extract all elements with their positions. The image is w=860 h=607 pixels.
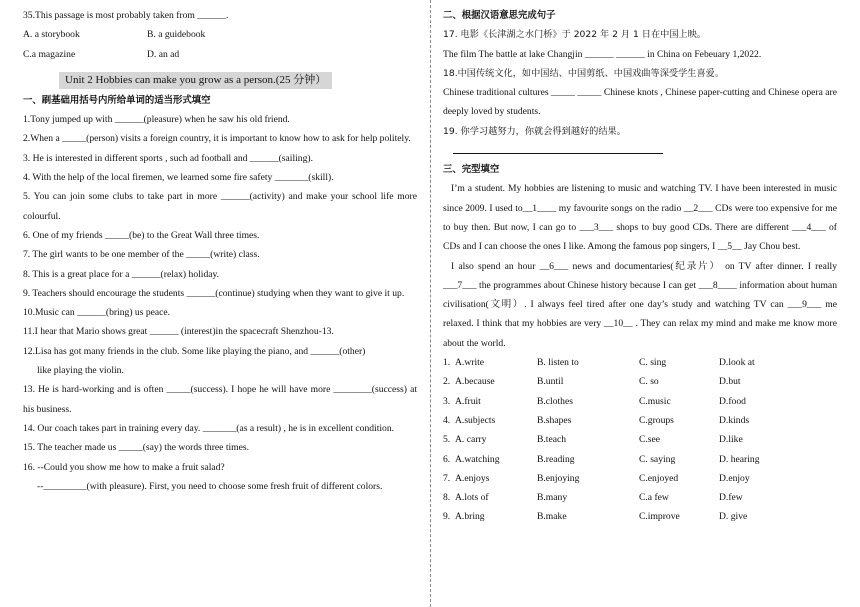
choice-row: [443, 507, 837, 526]
choice-option-d: D.like: [719, 434, 743, 446]
choice-option-a: A.watching: [455, 453, 500, 465]
question-35-options-cd: [23, 45, 417, 64]
question-18-chinese: 18.中国传统文化，如中国结、中国剪纸、中国戏曲等深受学生喜爱。: [443, 67, 725, 79]
question-17-chinese: 17. 电影《长津湖之水门桥》于 2022 年 2 月 1 日在中国上映。: [443, 29, 707, 41]
option-d: D. an ad: [147, 48, 180, 60]
choice-option-c: C.see: [639, 434, 661, 446]
item-6: 6. One of my friends _____(be) to the Great Wall three times.: [23, 229, 260, 241]
section-3-title: 三、完型填空: [443, 164, 500, 176]
option-a: A. a storybook: [23, 29, 80, 41]
choice-number: 7.: [443, 472, 451, 484]
choice-option-d: D.few: [719, 492, 743, 504]
item-16-answer: --_________(with pleasure). First, you need to choose some fresh fruit of different colors.: [37, 480, 383, 492]
choice-option-b: B.clothes: [537, 395, 573, 407]
left-column: [23, 6, 417, 496]
choice-number: 9.: [443, 511, 451, 523]
choice-option-b: B.teach: [537, 434, 567, 446]
choice-number: 2.: [443, 376, 451, 388]
passage-paragraph-2: I also spend an hour __6___ news and documentaries(纪录片） on TV after dinner. I really ___7___ the programmes about Chinese history because I can get ___8____ information about human civilisation(文明）. I always feel tired after one day’s study and watching TV can ___9___ me relaxed. I think that my hobbies are very __10__ . They can relax my mind and make me know more about the world.: [443, 260, 837, 349]
section-1-title: 一、刷基础用括号内所给单词的适当形式填空: [23, 94, 211, 106]
choice-row: [443, 411, 837, 430]
choice-option-b: B.many: [537, 492, 568, 504]
option-c: C.a magazine: [23, 48, 76, 60]
choice-row: [443, 430, 837, 449]
choice-number: 4.: [443, 414, 451, 426]
choice-option-a: A.bring: [455, 511, 485, 523]
choice-option-a: A.because: [455, 376, 495, 388]
choice-option-c: C.enjoyed: [639, 472, 679, 484]
choice-option-b: B.enjoying: [537, 472, 580, 484]
choice-row: [443, 392, 837, 411]
section-2-title: 二、根据汉语意思完成句子: [443, 10, 556, 21]
question-35-options-ab: [23, 25, 417, 44]
choice-option-b: B.until: [537, 376, 564, 388]
item-12: 12.Lisa has got many friends in the club. Some like playing the piano, and ______(other): [23, 345, 366, 357]
item-4: 4. With the help of the local firemen, we learned some fire safety _______(skill).: [23, 172, 334, 184]
choice-row: [443, 353, 837, 372]
choice-option-a: A.lots of: [455, 492, 489, 504]
question-17-english: The film The battle at lake Changjin ______ ______ in China on Febeuary 1,2022.: [443, 48, 762, 60]
choice-option-d: D.enjoy: [719, 472, 750, 484]
choice-option-d: D. hearing: [719, 453, 760, 465]
item-11: 11.I hear that Mario shows great ______ (interest)in the spacecraft Shenzhou-13.: [23, 326, 334, 338]
choice-option-d: D.food: [719, 395, 746, 407]
question-19-answer-line: [453, 147, 663, 154]
item-13: 13. He is hard-working and is often _____(success). I hope he will have more ________(success) at his business.: [23, 384, 417, 415]
choice-option-a: A.subjects: [455, 414, 496, 426]
choice-option-d: D.but: [719, 376, 741, 388]
item-16: 16. --Could you show me how to make a fruit salad?: [23, 461, 225, 473]
choice-row: [443, 488, 837, 507]
choice-option-d: D. give: [719, 511, 748, 523]
question-19-chinese: 19. 你学习越努力，你就会得到越好的结果。: [443, 125, 626, 137]
choice-option-c: C. so: [639, 376, 659, 388]
option-b: B. a guidebook: [147, 29, 206, 41]
choice-option-b: B.shapes: [537, 414, 572, 426]
passage-paragraph-1: I’m a student. My hobbies are listening to music and watching TV. I have been interested in music since 2009. I used to__1____ my favourite songs on the radio __2___ CDs were too expensive for me to buy then. But now, I can go to ___3___ shops to buy good CDs. There are different ___4___ of CDs and I can choose the ones I like. Among the famous pop singers, I __5__ Jay Chou best.: [443, 183, 837, 253]
choice-option-a: A.write: [455, 357, 485, 369]
item-2: 2.When a _____(person) visits a foreign country, it is important to know how to ask for help politely.: [23, 133, 411, 145]
item-15: 15. The teacher made us _____(say) the words three times.: [23, 442, 250, 454]
choice-option-c: C.music: [639, 395, 671, 407]
choice-option-d: D.kinds: [719, 414, 750, 426]
choice-option-c: C. sing: [639, 357, 667, 369]
item-12-continued: like playing the violin.: [37, 365, 124, 377]
choice-number: 6.: [443, 453, 451, 465]
choice-option-c: C.a few: [639, 492, 669, 504]
unit-banner: Unit 2 Hobbies can make you grow as a person.(25 分钟）: [59, 72, 332, 89]
choice-number: 5.: [443, 434, 451, 446]
item-14: 14. Our coach takes part in training every day. _______(as a result) , he is in excellent condition.: [23, 422, 395, 434]
cloze-choices: [443, 353, 837, 527]
choice-row: [443, 469, 837, 488]
column-divider: [430, 0, 431, 607]
choice-row: [443, 372, 837, 391]
item-3: 3. He is interested in different sports , such ad football and ______(sailing).: [23, 152, 313, 164]
item-5: 5. You can join some clubs to take part in more ______(activity) and make your school life more colourful.: [23, 191, 417, 222]
question-35-stem: 35.This passage is most probably taken from ______.: [23, 10, 229, 21]
choice-number: 3.: [443, 395, 451, 407]
right-column: [443, 6, 837, 527]
item-9: 9. Teachers should encourage the students ______(continue) studying when they want to give it up.: [23, 287, 405, 299]
choice-option-c: C.improve: [639, 511, 680, 523]
choice-option-a: A.enjoys: [455, 472, 490, 484]
question-18-english: Chinese traditional cultures _____ _____ Chinese knots , Chinese paper-cutting and Chinese opera are deeply loved by students.: [443, 87, 837, 118]
item-1: 1.Tony jumped up with ______(pleasure) when he saw his old friend.: [23, 114, 290, 126]
choice-option-c: C. saying: [639, 453, 676, 465]
choice-option-d: D.look at: [719, 357, 755, 369]
item-10: 10.Music can ______(bring) us peace.: [23, 307, 171, 319]
choice-option-c: C.groups: [639, 414, 674, 426]
choice-number: 8.: [443, 492, 451, 504]
choice-option-b: B.reading: [537, 453, 575, 465]
item-7: 7. The girl wants to be one member of the _____(write) class.: [23, 249, 260, 261]
choice-option-b: B. listen to: [537, 357, 579, 369]
choice-option-b: B.make: [537, 511, 567, 523]
choice-option-a: A. carry: [455, 434, 487, 446]
item-8: 8. This is a great place for a ______(relax) holiday.: [23, 268, 220, 280]
choice-option-a: A.fruit: [455, 395, 481, 407]
choice-row: [443, 450, 837, 469]
choice-number: 1.: [443, 357, 451, 369]
